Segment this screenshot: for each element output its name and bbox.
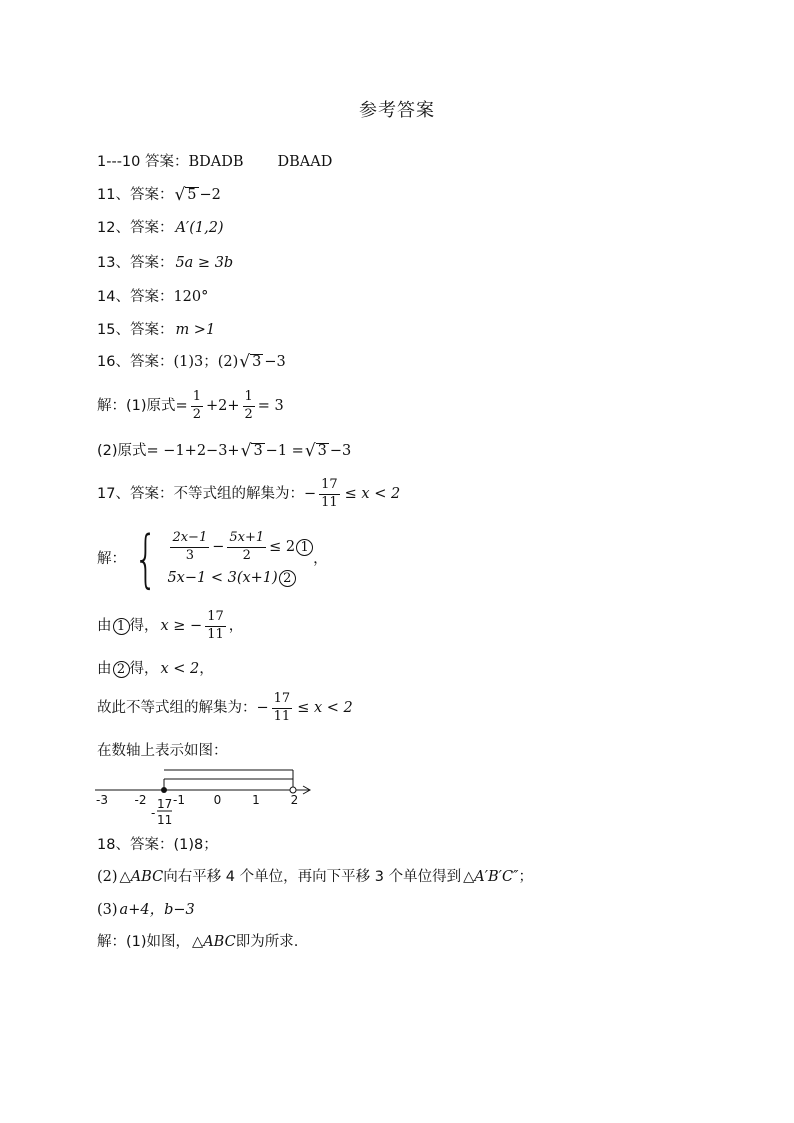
- answer-rest: −3: [264, 354, 286, 371]
- circled-number-1: 1: [296, 539, 313, 556]
- comma: ，: [313, 550, 328, 567]
- answer-12: [97, 221, 224, 236]
- triangle-image: △A′B′C″: [463, 869, 519, 885]
- solution-17-by2: [97, 661, 214, 678]
- sqrt-expression: √ 5: [174, 185, 197, 205]
- answer-group-2: DBAAD: [277, 154, 333, 170]
- inequality: ≤ x < 2: [297, 700, 353, 717]
- triangle-abc: △ABC: [119, 869, 164, 885]
- text: 向右平移 4 个单位，再向下平移 3 个单位得到: [163, 869, 462, 885]
- tick-label: 0: [213, 793, 222, 807]
- fraction: $\frac{17}{11}$: [273, 691, 291, 724]
- brace-icon: {: [133, 522, 158, 595]
- text: 由: [97, 661, 112, 678]
- inequality: x < 2: [160, 661, 200, 678]
- solution-18: [97, 935, 298, 950]
- closed-dot: [161, 787, 167, 793]
- tick-label: -2: [134, 793, 147, 807]
- text: 由: [97, 618, 112, 635]
- tick-label: 2: [290, 793, 299, 807]
- answer-18: [97, 838, 218, 853]
- solution-label: 解：(1)原式: [97, 398, 176, 415]
- answer-1-10: [97, 155, 332, 170]
- answer-13: [97, 256, 233, 271]
- answer-label: 15、答案：: [97, 322, 174, 338]
- tick-label: 1: [252, 793, 260, 807]
- circled-number-1: 1: [113, 618, 130, 635]
- circled-number-2: 2: [113, 661, 130, 678]
- answer-label: 16、答案：: [97, 354, 174, 371]
- triangle-abc: △ABC: [192, 934, 236, 950]
- expr-mid: +2+: [205, 398, 240, 415]
- sqrt-expression: √ 3: [239, 352, 262, 372]
- answer-15: [97, 323, 215, 338]
- expr-c: −3: [329, 443, 352, 460]
- tick-label: -3: [96, 793, 108, 807]
- caption: 在数轴上表示如图：: [97, 743, 228, 759]
- number-line: [92, 766, 322, 830]
- solution-17-conclusion: [97, 692, 353, 725]
- solution-17-by1: [97, 610, 243, 643]
- answer-label: 14、答案：: [97, 289, 174, 305]
- answer-part: (1)3；(2): [173, 354, 239, 371]
- equals-sign: =: [175, 398, 188, 415]
- numberline-caption: [97, 744, 228, 759]
- frac-den: 11: [157, 813, 173, 827]
- answer-label: 17、答案：不等式组的解集为：: [97, 486, 304, 503]
- answer-value: A′(1,2): [175, 220, 224, 236]
- text: 得，: [129, 618, 159, 635]
- minus-sign: −: [256, 700, 269, 717]
- answer-label: 11、答案：: [97, 187, 174, 204]
- answer-label: 18、答案：(1)8；: [97, 837, 218, 853]
- answer-value: a+4，b−3: [119, 902, 195, 918]
- answer-16: [97, 354, 286, 371]
- circled-number-2: 2: [279, 570, 296, 587]
- sqrt-expression: √ 3: [240, 441, 263, 461]
- fraction: $\frac{1}{2}$: [244, 389, 253, 422]
- answer-11: [97, 187, 221, 204]
- solution-label: 解：: [97, 550, 126, 567]
- solution-label: 解：(1)如图，: [97, 934, 191, 950]
- inequality: x ≥ −: [160, 618, 203, 635]
- fraction: $\frac{17}{11}$: [321, 477, 338, 510]
- solution-label: (2)原式: [97, 443, 147, 460]
- answer-17: [97, 478, 400, 511]
- answer-14: [97, 290, 208, 305]
- expr-end: = 3: [257, 398, 284, 415]
- answer-label: 1---10 答案：: [97, 154, 189, 170]
- answer-tail: ≤ x < 2: [344, 486, 401, 503]
- tick-label: -1: [173, 793, 185, 807]
- comma: ，: [228, 618, 244, 635]
- minus-sign: −: [303, 486, 317, 503]
- text: 故此不等式组的解集为：: [97, 700, 257, 717]
- page-title: 参考答案: [359, 100, 435, 121]
- answer-value: m >1: [175, 322, 216, 338]
- text: 得，: [129, 661, 159, 678]
- solution-16-1: [97, 390, 284, 423]
- expr-b: −1 =: [265, 443, 304, 460]
- answer-value: 5a ≥ 3b: [175, 255, 234, 271]
- answer-18-3: [97, 903, 195, 918]
- fraction: $\frac{17}{11}$: [207, 609, 224, 642]
- answer-18-2: [97, 870, 533, 885]
- answer-label: 13、答案：: [97, 255, 174, 271]
- frac-sign: -: [151, 806, 156, 820]
- expr-a: = −1+2−3+: [146, 443, 240, 460]
- text: 即为所求.: [235, 934, 299, 950]
- inequality-2: 5x−1 < 3(x+1) 2: [167, 570, 313, 587]
- answer-value: 120°: [173, 289, 209, 305]
- comma: ，: [199, 661, 214, 678]
- fraction: $\frac{1}{2}$: [192, 389, 201, 422]
- part-label: (2): [97, 869, 118, 885]
- answer-label: 12、答案：: [97, 220, 174, 236]
- frac-num: 17: [157, 797, 173, 811]
- answer-group-1: BDADB: [188, 154, 244, 170]
- inequality-system: [126, 522, 313, 595]
- inequality-1: $\frac{2x-1}{3}$ − $\frac{5x+1}{2}$ ≤ 2 1: [167, 531, 313, 564]
- sqrt-expression: √ 3: [304, 441, 327, 461]
- answer-rest: −2: [199, 187, 221, 204]
- part-label: (3): [97, 902, 118, 918]
- text: ；: [518, 869, 533, 885]
- solution-17-system: [97, 522, 328, 595]
- solution-16-2: [97, 443, 351, 460]
